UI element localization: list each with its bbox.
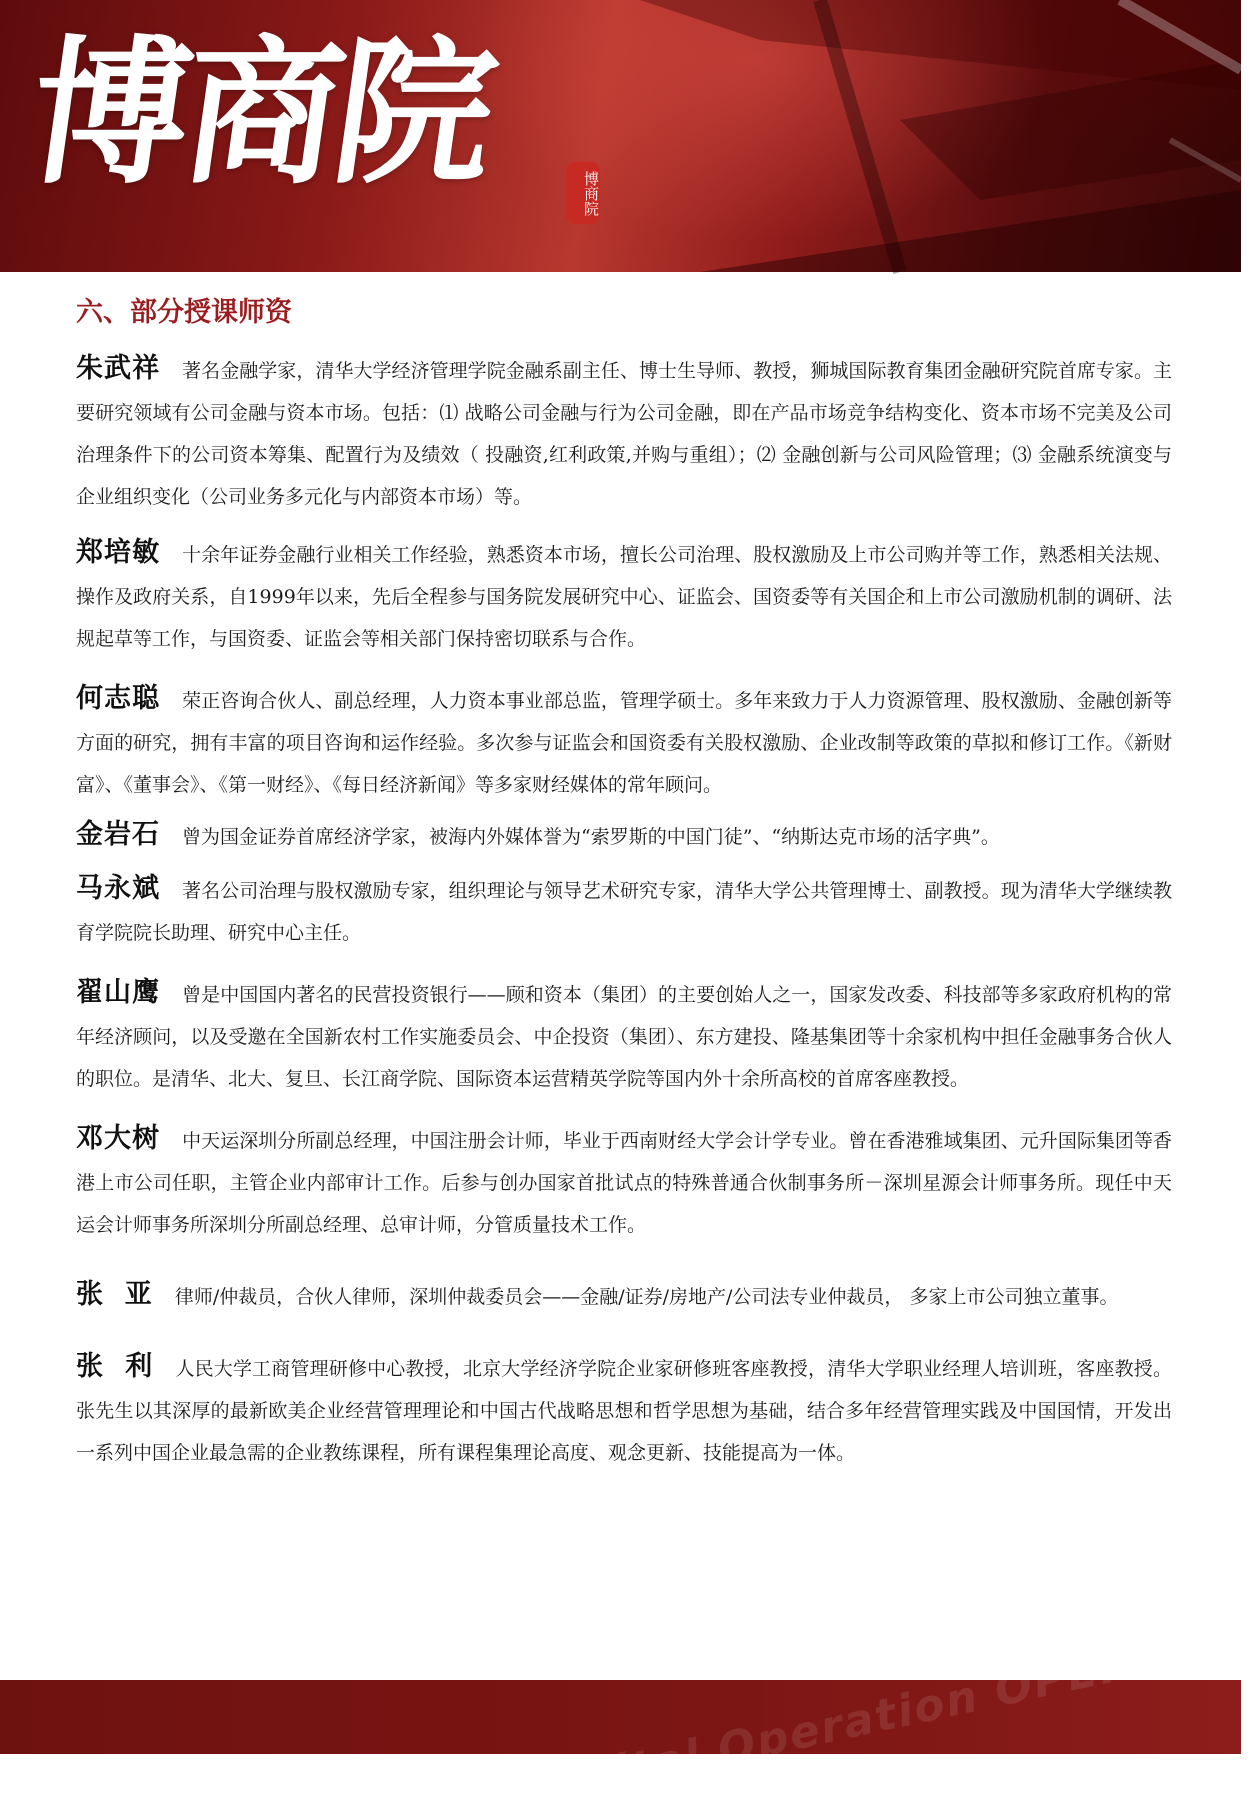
teacher-description: 律师/仲裁员，合伙人律师，深圳仲裁委员会——金融/证券/房地产/公司法专业仲裁员， 多家上市公司独立董事。 <box>174 1286 1119 1308</box>
teacher-bio <box>76 1118 1172 1246</box>
main-content <box>76 290 1172 1474</box>
teacher-description: 十余年证券金融行业相关工作经验，熟悉资本市场，擅长公司治理、股权激励及上市公司购并等工作，熟悉相关法规、操作及政府关系，自1999年以来，先后全程参与国务院发展研究中心、证监会、国资委等有关国企和上市公司激励机制的调研、法规起草等工作，与国资委、证监会等相关部门保持密切联系与合作。 <box>76 544 1173 650</box>
teacher-name: 朱武祥 <box>76 353 161 384</box>
teacher-bio <box>76 1346 1172 1474</box>
teacher-name: 金岩石 <box>76 819 160 850</box>
teacher-name: 翟山鹰 <box>76 977 161 1008</box>
teacher-bio <box>76 814 1172 858</box>
teacher-name: 张 利 <box>76 1351 154 1382</box>
teacher-description: 人民大学工商管理研修中心教授，北京大学经济学院企业家研修班客座教授，清华大学职业经理人培训班，客座教授。张先生以其深厚的最新欧美企业经营管理理论和中国古代战略思想和哲学思想为基础，结合多年经营管理实践及中国国情，开发出一系列中国企业最急需的企业教练课程，所有课程集理论高度、观念更新、技能提高为一体。 <box>76 1358 1172 1464</box>
teacher-name: 何志聪 <box>76 683 161 714</box>
teacher-name: 马永斌 <box>76 873 161 904</box>
teacher-name: 张 亚 <box>76 1279 153 1310</box>
teacher-bio <box>76 1274 1172 1318</box>
header-banner <box>0 0 1241 272</box>
section-title: 六、部分授课师资 <box>76 297 292 328</box>
teacher-description: 曾为国金证券首席经济学家，被海内外媒体誉为“索罗斯的中国门徒”、“纳斯达克市场的活字典”。 <box>182 826 1000 848</box>
teacher-name: 郑培敏 <box>76 537 161 568</box>
teacher-description: 曾是中国国内著名的民营投资银行——顾和资本（集团）的主要创始人之一，国家发改委、科技部等多家政府机构的常年经济顾问，以及受邀在全国新农村工作实施委员会、中企投资（集团）、东方建投、隆基集团等十余家机构中担任金融事务合伙人的职位。是清华、北大、复旦、长江商学院、国际资本运营精英学院等国内外十余所高校的首席客座教授。 <box>76 984 1173 1090</box>
teacher-bio <box>76 348 1172 518</box>
logo-text: 博商院 <box>19 21 502 206</box>
teacher-bio <box>76 972 1172 1100</box>
teacher-description: 著名公司治理与股权激励专家，组织理论与领导艺术研究专家，清华大学公共管理博士、副教授。现为清华大学继续教育学院院长助理、研究中心主任。 <box>76 880 1173 944</box>
footer-band <box>0 1612 1258 1819</box>
teacher-description: 中天运深圳分所副总经理，中国注册会计师，毕业于西南财经大学会计学专业。曾在香港雅域集团、元升国际集团等香港上市公司任职，主管企业内部审计工作。后参与创办国家首批试点的特殊普通合伙制事务所－深圳星源会计师事务所。现任中天运会计师事务所深圳分所副总经理、总审计师，分管质量技术工作。 <box>76 1130 1173 1236</box>
teacher-bio <box>76 678 1172 806</box>
teacher-description: 著名金融学家，清华大学经济管理学院金融系副主任、博士生导师、教授，狮城国际教育集团金融研究院首席专家。主要研究领域有公司金融与资本市场。包括：⑴ 战略公司金融与行为公司金融，即在产品市场竞争结构变化、资本市场不完美及公司治理条件下的公司资本筹集、配置行为及绩效（ 投融资,红利政策,并购与重组）；⑵ 金融创新与公司风险管理；⑶ 金融系统演变与企业组织变化（公司业务多元化与内部资本市场）等。 <box>76 360 1173 508</box>
seal-stamp: 博商院 <box>566 162 600 224</box>
teacher-name: 邓大树 <box>76 1123 161 1154</box>
teacher-bio <box>76 532 1172 660</box>
footer-watermark: Capital Operation OPERATIO <box>511 1612 1258 1819</box>
teacher-description: 荣正咨询合伙人、副总经理，人力资本事业部总监，管理学硕士。多年来致力于人力资源管理、股权激励、金融创新等方面的研究，拥有丰富的项目咨询和运作经验。多次参与证监会和国资委有关股权激励、企业改制等政策的草拟和修订工作。《新财富》、《董事会》、《第一财经》、《每日经济新闻》等多家财经媒体的常年顾问。 <box>76 690 1173 796</box>
teacher-bio <box>76 868 1172 954</box>
